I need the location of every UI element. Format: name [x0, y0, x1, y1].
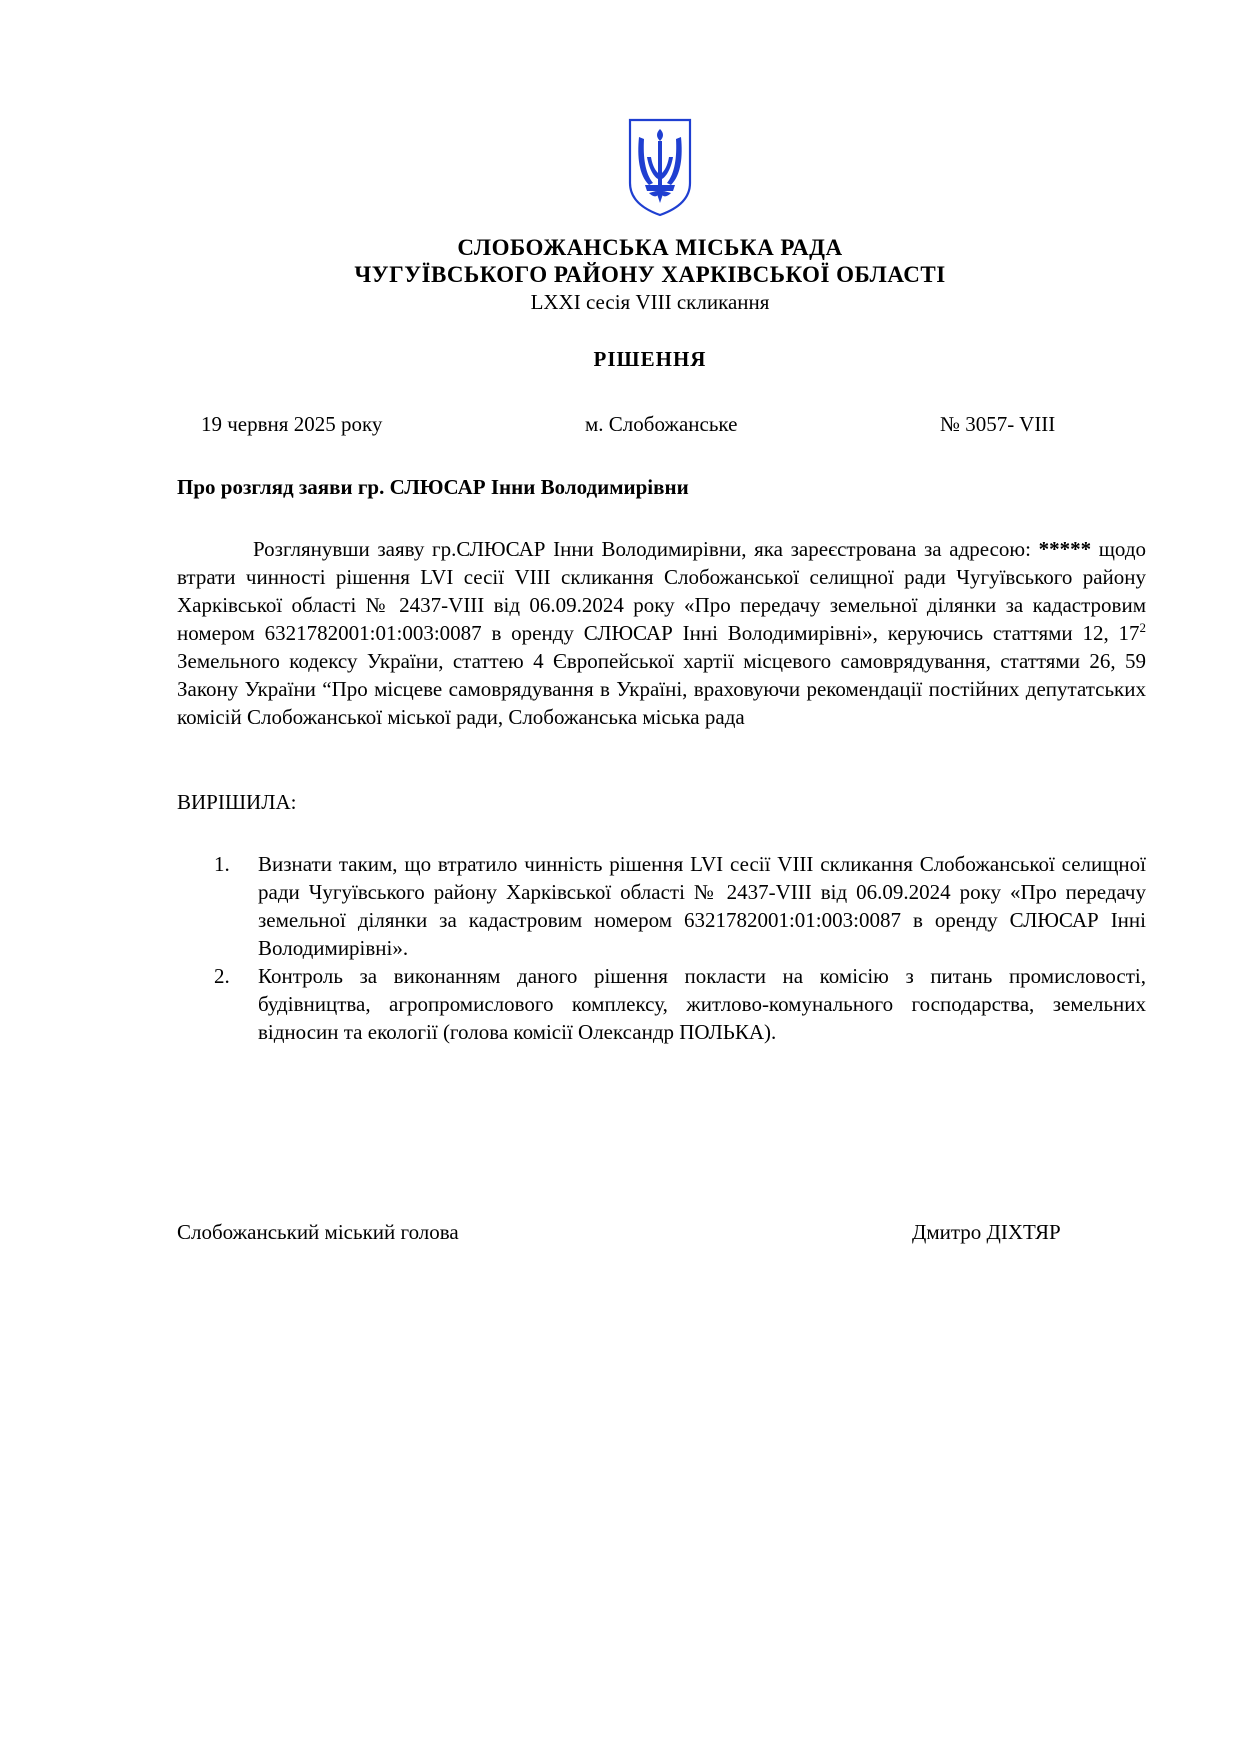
council-district: ЧУГУЇВСЬКОГО РАЙОНУ ХАРКІВСЬКОЇ ОБЛАСТІ: [354, 262, 946, 287]
preamble-paragraph: [177, 535, 1146, 731]
decision-items-list: [214, 850, 1146, 1046]
ukraine-coat-of-arms-icon: [627, 117, 693, 217]
session-line: LXXI сесія VIII скликання: [530, 290, 770, 314]
decision-place: м. Слобожанське: [585, 412, 738, 436]
decision-date: 19 червня 2025 року: [201, 412, 383, 436]
list-item: [214, 850, 1146, 962]
list-item: [214, 962, 1146, 1046]
signatory-title: Слобожанський міський голова: [177, 1220, 459, 1244]
item-number: 2.: [214, 964, 230, 988]
document-type-heading: РІШЕННЯ: [593, 347, 707, 371]
preamble-part-1: Розглянувши заяву гр.СЛЮСАР Інни Володимирівни, яка зареєстрована за адресою:: [253, 537, 1039, 561]
preamble-part-2: щодо втрати чинності рішення LVI сесії VIII скликання Слобожанської селищної ради Чугуївського району Харківської області № 2437-VIII від 06.09.2024 року «Про передачу земельної ділянки за кадастровим номером 6321782001:01:003:0087 в оренду СЛЮСАР Інні Володимирівні», керуючись статтями 12, 17: [177, 537, 1147, 645]
redacted-address: *****: [1038, 537, 1092, 561]
item-text: Визнати таким, що втратило чинність рішення LVI сесії VIII скликання Слобожанської селищної ради Чугуївського району Харківської області № 2437-VIII від 06.09.2024 року «Про передачу земельної ділянки за кадастровим номером 6321782001:01:003:0087 в оренду СЛЮСАР Інні Володимирівні».: [258, 852, 1146, 960]
item-text: Контроль за виконанням даного рішення покласти на комісію з питань промисловості, будівництва, агропромислового комплексу, житлово-комунального господарства, земельних відносин та екології (голова комісії Олександр ПОЛЬКА).: [258, 964, 1146, 1044]
council-name: СЛОБОЖАНСЬКА МІСЬКА РАДА: [457, 235, 843, 260]
article-superscript: 2: [1139, 620, 1146, 635]
decision-subject: Про розгляд заяви гр. СЛЮСАР Інни Володимирівни: [177, 475, 689, 499]
decision-number: № 3057- VIII: [940, 412, 1056, 436]
signatory-name: Дмитро ДІХТЯР: [912, 1220, 1061, 1244]
resolved-label: ВИРІШИЛА:: [177, 790, 297, 814]
item-number: 1.: [214, 852, 230, 876]
preamble-part-3: Земельного кодексу України, статтею 4 Європейської хартії місцевого самоврядування, статтями 26, 59 Закону України “Про місцеве самоврядування в Україні, враховуючи рекомендації постійних депутатських комісій Слобожанської міської ради, Слобожанська міська рада: [177, 649, 1146, 729]
